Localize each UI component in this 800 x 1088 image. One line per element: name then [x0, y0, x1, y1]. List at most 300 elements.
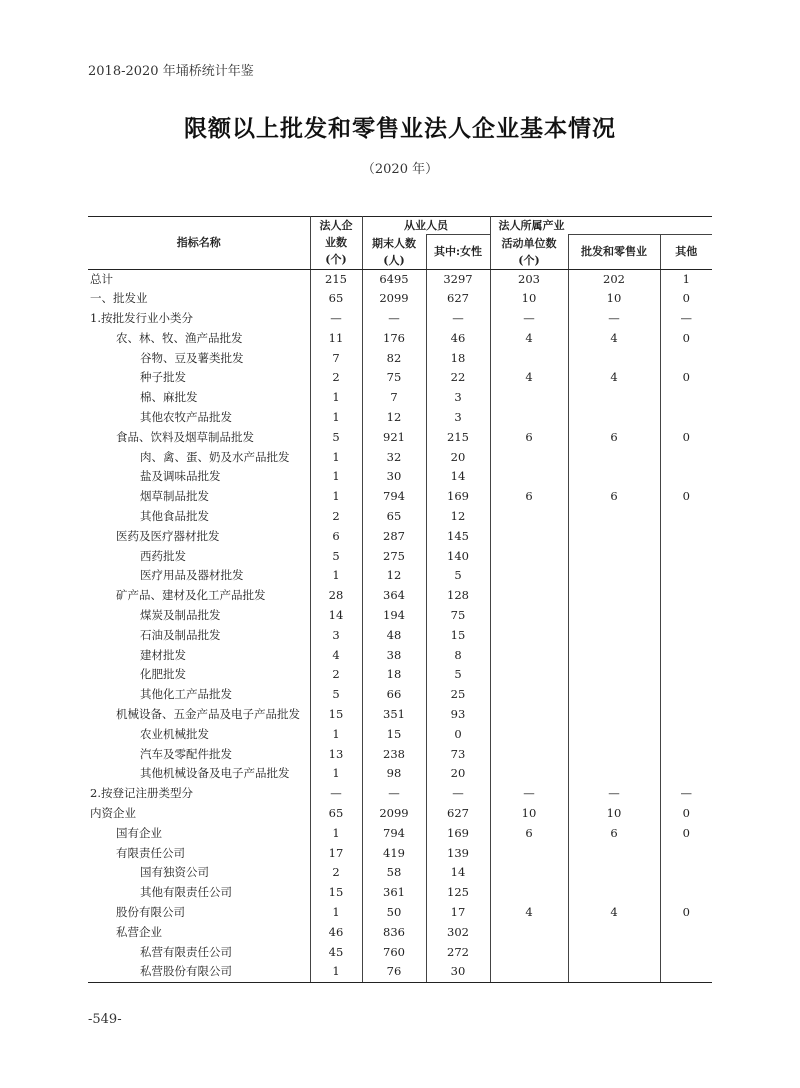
- table-row: [88, 745, 712, 765]
- cell-c6: [660, 943, 712, 963]
- cell-c2: 238: [362, 745, 426, 765]
- cell-c1: 15: [310, 883, 362, 903]
- cell-c2: 38: [362, 646, 426, 666]
- row-label: 其他有限责任公司: [140, 885, 232, 900]
- cell-c2: 194: [362, 606, 426, 626]
- cell-c2: 419: [362, 844, 426, 864]
- row-label: 其他食品批发: [140, 509, 209, 524]
- table-row: [88, 883, 712, 903]
- row-label: 国有独资公司: [140, 865, 209, 880]
- cell-c3: 169: [426, 824, 490, 844]
- table-row: [88, 903, 712, 923]
- cell-c2: 921: [362, 428, 426, 448]
- cell-c4: [490, 606, 568, 626]
- cell-c5: [568, 665, 660, 685]
- cell-c5: 4: [568, 368, 660, 388]
- cell-c1: 3: [310, 626, 362, 646]
- cell-c5: [568, 547, 660, 567]
- cell-c1: 65: [310, 804, 362, 824]
- cell-c4: [490, 349, 568, 369]
- cell-c6: 0: [660, 428, 712, 448]
- cell-c6: [660, 962, 712, 982]
- cell-c1: 11: [310, 329, 362, 349]
- cell-c5: 10: [568, 804, 660, 824]
- table-row: [88, 586, 712, 606]
- cell-c5: [568, 725, 660, 745]
- cell-c5: [568, 527, 660, 547]
- cell-c2: 58: [362, 863, 426, 883]
- table-row: [88, 962, 712, 982]
- cell-c3: 14: [426, 467, 490, 487]
- cell-c4: —: [490, 784, 568, 804]
- cell-c2: 361: [362, 883, 426, 903]
- statistics-table: [88, 216, 712, 983]
- col-employees-female: 其中:女性: [426, 235, 490, 270]
- cell-c5: 4: [568, 329, 660, 349]
- row-label: 矿产品、建材及化工产品批发: [116, 588, 266, 603]
- table-row: [88, 844, 712, 864]
- row-label: 种子批发: [140, 370, 186, 385]
- row-label: 肉、禽、蛋、奶及水产品批发: [140, 449, 290, 464]
- cell-c4: 4: [490, 329, 568, 349]
- cell-c3: 145: [426, 527, 490, 547]
- row-label: 私营有限责任公司: [140, 944, 232, 959]
- row-label: 棉、麻批发: [140, 390, 198, 405]
- cell-c1: 17: [310, 844, 362, 864]
- cell-c1: 2: [310, 507, 362, 527]
- cell-c3: 3: [426, 388, 490, 408]
- cell-c5: —: [568, 784, 660, 804]
- table-row: [88, 467, 712, 487]
- cell-c3: 627: [426, 804, 490, 824]
- cell-c5: 6: [568, 487, 660, 507]
- col-units-other: 其他: [660, 235, 712, 270]
- cell-c6: [660, 646, 712, 666]
- cell-c1: —: [310, 784, 362, 804]
- cell-c3: 5: [426, 566, 490, 586]
- cell-c4: 10: [490, 289, 568, 309]
- row-label: 机械设备、五金产品及电子产品批发: [116, 707, 300, 722]
- cell-c1: 1: [310, 487, 362, 507]
- cell-c4: [490, 883, 568, 903]
- table-row: [88, 863, 712, 883]
- cell-c5: [568, 448, 660, 468]
- col-units-wholesale-retail: 批发和零售业: [568, 235, 660, 270]
- cell-c4: 6: [490, 824, 568, 844]
- cell-c5: [568, 408, 660, 428]
- cell-c2: 2099: [362, 804, 426, 824]
- cell-c1: 45: [310, 943, 362, 963]
- cell-c5: [568, 962, 660, 982]
- cell-c6: 0: [660, 804, 712, 824]
- cell-c4: [490, 863, 568, 883]
- cell-c4: 6: [490, 487, 568, 507]
- table-row: [88, 606, 712, 626]
- cell-c1: 1: [310, 764, 362, 784]
- cell-c1: 46: [310, 923, 362, 943]
- table-row: [88, 923, 712, 943]
- cell-c2: 794: [362, 824, 426, 844]
- row-label: 有限责任公司: [116, 845, 185, 860]
- row-label: 医药及医疗器材批发: [116, 528, 220, 543]
- row-label: 盐及调味品批发: [140, 469, 221, 484]
- cell-c3: 302: [426, 923, 490, 943]
- table-row: [88, 368, 712, 388]
- cell-c3: 5: [426, 665, 490, 685]
- row-label: 总计: [90, 271, 113, 286]
- cell-c4: [490, 665, 568, 685]
- cell-c3: 14: [426, 863, 490, 883]
- row-label: 谷物、豆及薯类批发: [140, 350, 244, 365]
- cell-c5: [568, 863, 660, 883]
- cell-c5: [568, 507, 660, 527]
- row-label: 一、批发业: [90, 291, 148, 306]
- cell-c6: 0: [660, 487, 712, 507]
- cell-c5: [568, 883, 660, 903]
- row-label: 私营企业: [116, 924, 162, 939]
- cell-c4: [490, 448, 568, 468]
- cell-c3: 17: [426, 903, 490, 923]
- cell-c4: [490, 705, 568, 725]
- cell-c2: 351: [362, 705, 426, 725]
- cell-c1: 2: [310, 665, 362, 685]
- cell-c2: 794: [362, 487, 426, 507]
- cell-c5: [568, 705, 660, 725]
- cell-c3: 46: [426, 329, 490, 349]
- cell-c1: 5: [310, 428, 362, 448]
- cell-c3: 272: [426, 943, 490, 963]
- cell-c2: 18: [362, 665, 426, 685]
- cell-c6: [660, 705, 712, 725]
- cell-c1: 65: [310, 289, 362, 309]
- cell-c2: 48: [362, 626, 426, 646]
- table-row: [88, 487, 712, 507]
- cell-c4: 4: [490, 368, 568, 388]
- row-label: 汽车及零配件批发: [140, 746, 232, 761]
- cell-c2: 66: [362, 685, 426, 705]
- row-label: 石油及制品批发: [140, 627, 221, 642]
- cell-c5: [568, 566, 660, 586]
- cell-c4: [490, 527, 568, 547]
- cell-c2: 176: [362, 329, 426, 349]
- cell-c4: [490, 586, 568, 606]
- cell-c1: 5: [310, 685, 362, 705]
- row-label: 食品、饮料及烟草制品批发: [116, 429, 254, 444]
- row-label: 农、林、牧、渔产品批发: [116, 330, 243, 345]
- cell-c2: 75: [362, 368, 426, 388]
- cell-c6: [660, 883, 712, 903]
- cell-c5: [568, 626, 660, 646]
- cell-c3: —: [426, 309, 490, 329]
- cell-c4: 10: [490, 804, 568, 824]
- table-row: [88, 764, 712, 784]
- cell-c6: [660, 547, 712, 567]
- cell-c5: [568, 764, 660, 784]
- cell-c3: 3297: [426, 269, 490, 289]
- cell-c6: [660, 685, 712, 705]
- cell-c3: 215: [426, 428, 490, 448]
- table-row: [88, 665, 712, 685]
- cell-c6: [660, 725, 712, 745]
- cell-c3: 8: [426, 646, 490, 666]
- cell-c1: 13: [310, 745, 362, 765]
- cell-c2: 287: [362, 527, 426, 547]
- cell-c3: 0: [426, 725, 490, 745]
- cell-c5: [568, 923, 660, 943]
- cell-c1: 28: [310, 586, 362, 606]
- row-label: 建材批发: [140, 647, 186, 662]
- cell-c5: [568, 606, 660, 626]
- cell-c2: 82: [362, 349, 426, 369]
- cell-c3: —: [426, 784, 490, 804]
- row-label: 烟草制品批发: [140, 489, 209, 504]
- cell-c6: 0: [660, 329, 712, 349]
- cell-c6: [660, 863, 712, 883]
- cell-c2: 15: [362, 725, 426, 745]
- cell-c3: 73: [426, 745, 490, 765]
- cell-c6: 0: [660, 903, 712, 923]
- row-label: 化肥批发: [140, 667, 186, 682]
- cell-c3: 25: [426, 685, 490, 705]
- col-employees-total: 期末人数(人): [362, 235, 426, 270]
- table-row: [88, 507, 712, 527]
- cell-c4: [490, 646, 568, 666]
- cell-c2: 32: [362, 448, 426, 468]
- row-label: 西药批发: [140, 548, 186, 563]
- cell-c6: [660, 626, 712, 646]
- col-indicator-name: 指标名称: [88, 217, 310, 270]
- table-body: [88, 269, 712, 983]
- table-row: [88, 269, 712, 289]
- col-group-employees: 从业人员: [362, 217, 490, 235]
- col-group-units: 法人所属产业: [490, 217, 712, 235]
- table-row: [88, 408, 712, 428]
- cell-c2: 836: [362, 923, 426, 943]
- cell-c4: [490, 547, 568, 567]
- cell-c6: [660, 448, 712, 468]
- cell-c3: 20: [426, 448, 490, 468]
- cell-c6: [660, 467, 712, 487]
- cell-c2: 6495: [362, 269, 426, 289]
- table-row: [88, 725, 712, 745]
- cell-c1: 215: [310, 269, 362, 289]
- row-label: 其他机械设备及电子产品批发: [140, 766, 290, 781]
- cell-c5: [568, 844, 660, 864]
- cell-c4: [490, 943, 568, 963]
- cell-c3: 75: [426, 606, 490, 626]
- col-enterprises: 法人企业数(个): [310, 217, 362, 270]
- table-row: [88, 646, 712, 666]
- cell-c2: 76: [362, 962, 426, 982]
- cell-c4: [490, 685, 568, 705]
- row-label: 农业机械批发: [140, 726, 209, 741]
- cell-c6: [660, 745, 712, 765]
- cell-c3: 30: [426, 962, 490, 982]
- cell-c4: [490, 467, 568, 487]
- cell-c2: 12: [362, 566, 426, 586]
- cell-c4: 6: [490, 428, 568, 448]
- cell-c3: 22: [426, 368, 490, 388]
- cell-c2: 65: [362, 507, 426, 527]
- cell-c2: 98: [362, 764, 426, 784]
- cell-c1: 1: [310, 903, 362, 923]
- cell-c4: 203: [490, 269, 568, 289]
- table-row: [88, 547, 712, 567]
- table-row: [88, 566, 712, 586]
- row-label: 其他化工产品批发: [140, 687, 232, 702]
- table-row: [88, 824, 712, 844]
- cell-c4: [490, 962, 568, 982]
- cell-c1: 14: [310, 606, 362, 626]
- table-row: [88, 329, 712, 349]
- table-row: [88, 388, 712, 408]
- cell-c6: [660, 408, 712, 428]
- cell-c6: —: [660, 309, 712, 329]
- cell-c6: [660, 388, 712, 408]
- cell-c2: 364: [362, 586, 426, 606]
- cell-c1: 1: [310, 566, 362, 586]
- cell-c4: 4: [490, 903, 568, 923]
- cell-c1: 1: [310, 962, 362, 982]
- cell-c6: [660, 507, 712, 527]
- cell-c5: [568, 467, 660, 487]
- cell-c2: —: [362, 309, 426, 329]
- cell-c1: 1: [310, 467, 362, 487]
- cell-c6: 0: [660, 824, 712, 844]
- table-row: [88, 309, 712, 329]
- cell-c1: 4: [310, 646, 362, 666]
- cell-c1: 1: [310, 725, 362, 745]
- cell-c1: 1: [310, 448, 362, 468]
- cell-c4: [490, 566, 568, 586]
- cell-c6: [660, 923, 712, 943]
- page-number: -549-: [88, 1012, 122, 1027]
- cell-c2: 30: [362, 467, 426, 487]
- row-label: 其他农牧产品批发: [140, 410, 232, 425]
- cell-c2: 760: [362, 943, 426, 963]
- row-label: 1.按批发行业小类分: [90, 311, 193, 326]
- row-label: 煤炭及制品批发: [140, 608, 221, 623]
- cell-c2: 7: [362, 388, 426, 408]
- cell-c6: 1: [660, 269, 712, 289]
- row-label: 医疗用品及器材批发: [140, 568, 244, 583]
- cell-c5: 4: [568, 903, 660, 923]
- cell-c6: [660, 764, 712, 784]
- cell-c2: —: [362, 784, 426, 804]
- cell-c1: 1: [310, 824, 362, 844]
- cell-c5: [568, 685, 660, 705]
- cell-c2: 2099: [362, 289, 426, 309]
- cell-c3: 15: [426, 626, 490, 646]
- cell-c6: 0: [660, 368, 712, 388]
- cell-c1: 1: [310, 408, 362, 428]
- cell-c2: 275: [362, 547, 426, 567]
- table-row: [88, 626, 712, 646]
- cell-c4: [490, 408, 568, 428]
- cell-c2: 50: [362, 903, 426, 923]
- table-row: [88, 784, 712, 804]
- cell-c5: [568, 943, 660, 963]
- cell-c1: 2: [310, 368, 362, 388]
- cell-c3: 140: [426, 547, 490, 567]
- cell-c5: [568, 586, 660, 606]
- table-header: [88, 217, 712, 270]
- row-label: 私营股份有限公司: [88, 962, 310, 982]
- table-row: [88, 349, 712, 369]
- cell-c5: 6: [568, 428, 660, 448]
- cell-c6: [660, 586, 712, 606]
- cell-c1: —: [310, 309, 362, 329]
- cell-c5: [568, 646, 660, 666]
- cell-c5: 6: [568, 824, 660, 844]
- cell-c5: 10: [568, 289, 660, 309]
- table-row: [88, 289, 712, 309]
- cell-c1: 6: [310, 527, 362, 547]
- cell-c3: 125: [426, 883, 490, 903]
- running-head: 2018-2020 年埇桥统计年鉴: [88, 64, 254, 79]
- cell-c6: [660, 349, 712, 369]
- cell-c6: [660, 844, 712, 864]
- cell-c3: 18: [426, 349, 490, 369]
- cell-c5: 202: [568, 269, 660, 289]
- table-row: [88, 448, 712, 468]
- cell-c1: 2: [310, 863, 362, 883]
- cell-c1: 5: [310, 547, 362, 567]
- cell-c3: 128: [426, 586, 490, 606]
- cell-c6: —: [660, 784, 712, 804]
- cell-c4: [490, 844, 568, 864]
- cell-c1: 1: [310, 388, 362, 408]
- cell-c6: [660, 566, 712, 586]
- page-subtitle: （2020 年）: [361, 162, 439, 177]
- cell-c4: [490, 745, 568, 765]
- col-units-total: 活动单位数(个): [490, 235, 568, 270]
- cell-c4: [490, 764, 568, 784]
- cell-c5: [568, 388, 660, 408]
- table-row: [88, 527, 712, 547]
- cell-c5: [568, 349, 660, 369]
- cell-c4: [490, 725, 568, 745]
- table-row: [88, 705, 712, 725]
- cell-c2: 12: [362, 408, 426, 428]
- cell-c3: 20: [426, 764, 490, 784]
- row-label: 2.按登记注册类型分: [90, 786, 193, 801]
- cell-c5: [568, 745, 660, 765]
- cell-c3: 12: [426, 507, 490, 527]
- page-title: 限额以上批发和零售业法人企业基本情况: [184, 115, 616, 142]
- cell-c4: [490, 923, 568, 943]
- table-row: [88, 685, 712, 705]
- cell-c6: [660, 606, 712, 626]
- cell-c4: [490, 388, 568, 408]
- table-row: [88, 804, 712, 824]
- cell-c1: 7: [310, 349, 362, 369]
- cell-c4: —: [490, 309, 568, 329]
- cell-c6: [660, 665, 712, 685]
- cell-c3: 93: [426, 705, 490, 725]
- cell-c1: 15: [310, 705, 362, 725]
- cell-c6: 0: [660, 289, 712, 309]
- cell-c4: [490, 626, 568, 646]
- cell-c3: 3: [426, 408, 490, 428]
- cell-c3: 139: [426, 844, 490, 864]
- cell-c4: [490, 507, 568, 527]
- row-label: 股份有限公司: [116, 905, 185, 919]
- row-label: 内资企业: [90, 806, 136, 821]
- row-label: 国有企业: [116, 825, 162, 840]
- cell-c5: —: [568, 309, 660, 329]
- table-row: [88, 428, 712, 448]
